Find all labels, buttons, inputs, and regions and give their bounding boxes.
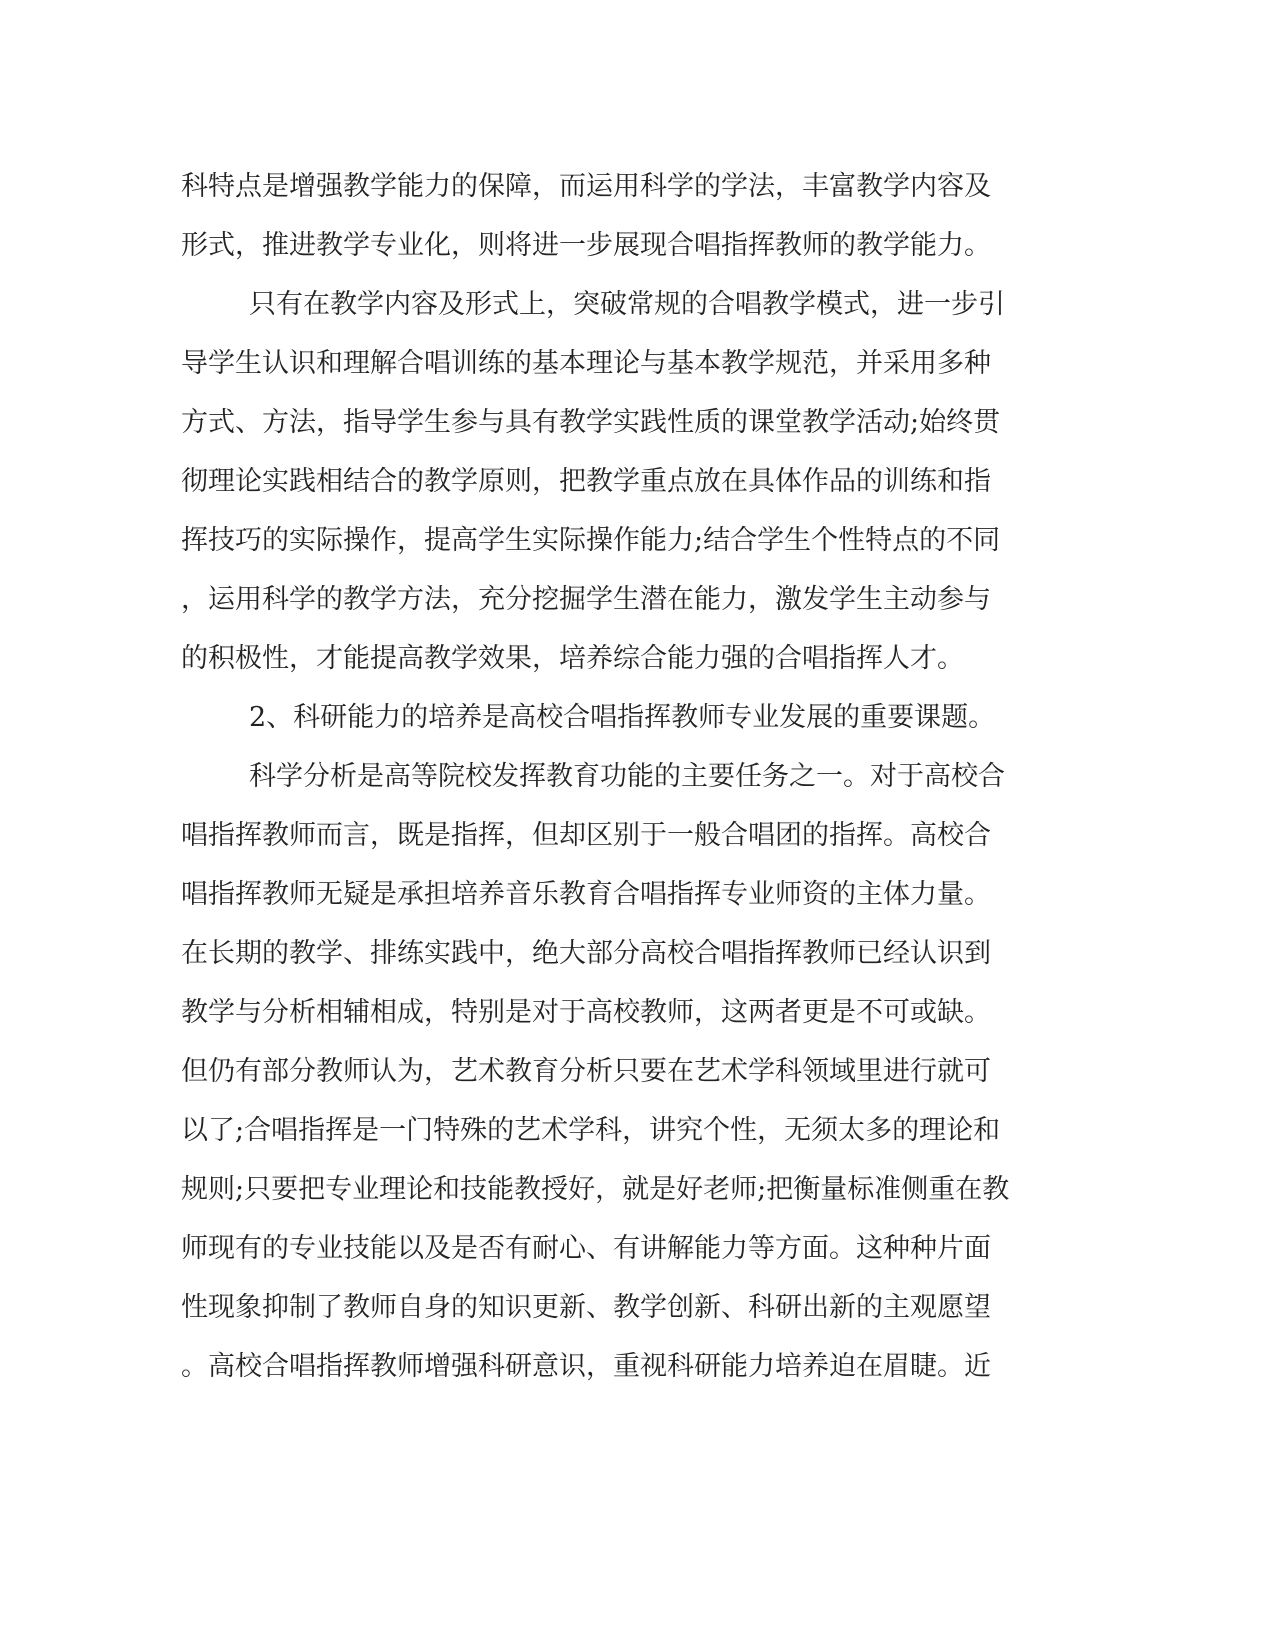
text-line: 师现有的专业技能以及是否有耐心、有讲解能力等方面。这种种片面 (181, 1233, 991, 1264)
text-line: 但仍有部分教师认为，艺术教育分析只要在艺术学科领域里进行就可 (181, 1056, 991, 1087)
text-line: 。高校合唱指挥教师增强科研意识，重视科研能力培养迫在眉睫。近 (181, 1351, 991, 1382)
text-line: 科特点是增强教学能力的保障，而运用科学的学法，丰富教学内容及 (181, 171, 991, 202)
text-line: 导学生认识和理解合唱训练的基本理论与基本教学规范，并采用多种 (181, 348, 991, 379)
paragraph-first-line: 只有在教学内容及形式上，突破常规的合唱教学模式，进一步引 (249, 289, 1005, 320)
text-line: 方式、方法，指导学生参与具有教学实践性质的课堂教学活动;始终贯 (181, 407, 1001, 438)
body-text (181, 157, 1061, 1396)
text-line: 以了;合唱指挥是一门特殊的艺术学科，讲究个性，无须太多的理论和 (181, 1115, 1001, 1146)
text-line: 教学与分析相辅相成，特别是对于高校教师，这两者更是不可或缺。 (181, 997, 991, 1028)
text-line: 在长期的教学、排练实践中，绝大部分高校合唱指挥教师已经认识到 (181, 938, 991, 969)
text-line: 的积极性，才能提高教学效果，培养综合能力强的合唱指挥人才。 (181, 643, 964, 674)
text-line: 性现象抑制了教师自身的知识更新、教学创新、科研出新的主观愿望 (181, 1292, 991, 1323)
text-line: 规则;只要把专业理论和技能教授好，就是好老师;把衡量标准侧重在教 (181, 1174, 1010, 1205)
text-line: ，运用科学的教学方法，充分挖掘学生潜在能力，激发学生主动参与 (181, 584, 991, 615)
text-line: 唱指挥教师而言，既是指挥，但却区别于一般合唱团的指挥。高校合 (181, 820, 991, 851)
section-heading: 2、科研能力的培养是高校合唱指挥教师专业发展的重要课题。 (249, 702, 996, 733)
text-line: 彻理论实践相结合的教学原则，把教学重点放在具体作品的训练和指 (181, 466, 991, 497)
text-line: 唱指挥教师无疑是承担培养音乐教育合唱指挥专业师资的主体力量。 (181, 879, 991, 910)
text-line: 挥技巧的实际操作，提高学生实际操作能力;结合学生个性特点的不同 (181, 525, 1001, 556)
text-line: 形式，推进教学专业化，则将进一步展现合唱指挥教师的教学能力。 (181, 230, 991, 261)
paragraph-first-line: 科学分析是高等院校发挥教育功能的主要任务之一。对于高校合 (249, 761, 1005, 792)
